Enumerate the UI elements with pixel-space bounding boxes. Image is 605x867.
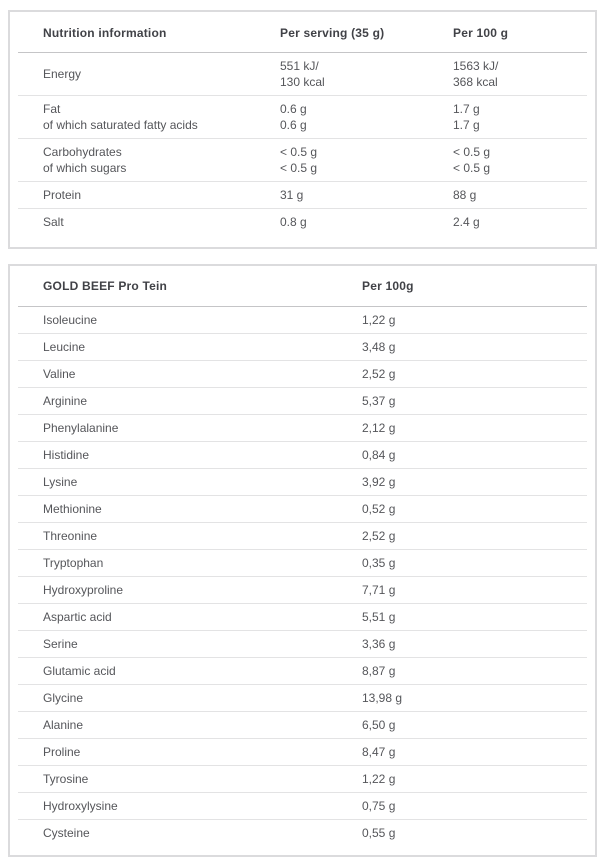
cell-line: 88 g [453,187,477,202]
cell-line: of which sugars [43,160,127,175]
cell-line: 0.6 g [280,117,307,132]
row-value [362,334,587,361]
cell-line: Carbohydrates [43,144,122,159]
table-row [18,523,587,550]
cell-line: Protein [43,187,82,202]
cell-line: 2,52 g [362,528,396,543]
cell-line: Glutamic acid [43,663,116,678]
row-value [362,523,587,550]
table-row [18,442,587,469]
cell-line: Phenylalanine [43,420,119,435]
table-row [18,631,587,658]
row-label [18,442,362,469]
table-row [18,96,587,139]
row-label [18,496,362,523]
table-row [18,712,587,739]
cell-line: 0,55 g [362,825,396,840]
column-header-per-100g: Per 100 g [453,26,509,40]
cell-line: 551 kJ/ [280,58,319,73]
cell-line: < 0.5 g [280,160,318,175]
table-row [18,415,587,442]
cell-line: Tryptophan [43,555,104,570]
cell-line: 5,51 g [362,609,396,624]
table-row [18,685,587,712]
row-value [362,658,587,685]
cell-line: Glycine [43,690,84,705]
table-row [18,307,587,334]
cell-line: < 0.5 g [453,144,491,159]
column-header-per-100g: Per 100g [362,279,414,293]
cell-line: 2.4 g [453,214,480,229]
cell-line: Salt [43,214,64,229]
column-header-per-serving: Per serving (35 g) [280,26,385,40]
row-value [280,139,453,182]
cell-line: Tyrosine [43,771,89,786]
nutrition-table-title: Nutrition information [43,26,167,40]
row-value [362,577,587,604]
row-value [362,388,587,415]
cell-line: 0,35 g [362,555,396,570]
amino-table-body [18,307,587,856]
row-value [362,415,587,442]
table-row [18,361,587,388]
cell-line: 3,36 g [362,636,396,651]
amino-table-header-row [18,266,587,307]
row-value [362,307,587,334]
cell-line: 8,87 g [362,663,396,678]
row-value [453,96,587,139]
nutrition-table-body [18,53,587,248]
cell-line: 1.7 g [453,101,480,116]
nutrition-information-table [18,12,587,247]
cell-line: 13,98 g [362,690,403,705]
amino-acid-table [18,266,587,855]
row-value [362,442,587,469]
cell-line: Serine [43,636,78,651]
row-value [362,550,587,577]
cell-line: < 0.5 g [280,144,318,159]
cell-line: 1,22 g [362,312,396,327]
table-row [18,550,587,577]
table-row [18,139,587,182]
cell-line: 0.8 g [280,214,307,229]
row-label [18,415,362,442]
cell-line: Alanine [43,717,84,732]
cell-line: 0,52 g [362,501,396,516]
row-value [362,361,587,388]
row-label [18,577,362,604]
cell-line: Aspartic acid [43,609,112,624]
table-row [18,469,587,496]
cell-line: 7,71 g [362,582,396,597]
cell-line: 0,75 g [362,798,396,813]
row-label [18,182,280,209]
cell-line: 2,52 g [362,366,396,381]
cell-line: 5,37 g [362,393,396,408]
row-label [18,334,362,361]
row-value [362,604,587,631]
row-label [18,712,362,739]
cell-line: 3,48 g [362,339,396,354]
row-value [362,739,587,766]
table-row [18,793,587,820]
cell-line: 0.6 g [280,101,307,116]
row-label [18,96,280,139]
cell-line: Cysteine [43,825,90,840]
row-label [18,361,362,388]
nutrition-table-header-row [18,12,587,53]
cell-line: Arginine [43,393,88,408]
cell-line: Threonine [43,528,98,543]
cell-line: 1,22 g [362,771,396,786]
row-label [18,793,362,820]
row-value [362,631,587,658]
cell-line: 3,92 g [362,474,396,489]
row-label [18,307,362,334]
row-value [362,820,587,856]
table-row [18,334,587,361]
table-row [18,209,587,248]
cell-line: 130 kcal [280,74,325,89]
row-label [18,658,362,685]
cell-line: Valine [43,366,76,381]
row-value [453,139,587,182]
cell-line: 0,84 g [362,447,396,462]
row-label [18,766,362,793]
cell-line: Hydroxylysine [43,798,118,813]
cell-line: 368 kcal [453,74,498,89]
cell-line: Leucine [43,339,86,354]
cell-line: Energy [43,66,82,81]
table-row [18,388,587,415]
row-label [18,523,362,550]
table-row [18,820,587,856]
cell-line: Lysine [43,474,78,489]
cell-line: Histidine [43,447,90,462]
table-row [18,182,587,209]
row-value [362,793,587,820]
row-label [18,388,362,415]
row-label [18,209,280,248]
cell-line: 6,50 g [362,717,396,732]
row-value [453,182,587,209]
row-label [18,550,362,577]
row-label [18,685,362,712]
nutrition-information-card [8,10,597,249]
row-value [453,53,587,96]
table-row [18,766,587,793]
row-value [362,685,587,712]
row-label [18,53,280,96]
table-row [18,577,587,604]
row-value [453,209,587,248]
row-label [18,139,280,182]
row-value [280,209,453,248]
cell-line: < 0.5 g [453,160,491,175]
row-value [280,53,453,96]
row-label [18,631,362,658]
cell-line: Methionine [43,501,102,516]
table-row [18,658,587,685]
cell-line: Proline [43,744,81,759]
cell-line: 2,12 g [362,420,396,435]
cell-line: 1563 kJ/ [453,58,499,73]
row-value [280,182,453,209]
row-value [362,469,587,496]
cell-line: Fat [43,101,61,116]
row-label [18,739,362,766]
row-label [18,604,362,631]
cell-line: 31 g [280,187,304,202]
row-label [18,820,362,856]
row-value [362,766,587,793]
cell-line: Hydroxyproline [43,582,124,597]
amino-table-title: GOLD BEEF Pro Tein [43,279,168,293]
row-value [362,712,587,739]
row-value [362,496,587,523]
row-value [280,96,453,139]
table-row [18,496,587,523]
cell-line: 1.7 g [453,117,480,132]
row-label [18,469,362,496]
cell-line: 8,47 g [362,744,396,759]
cell-line: Isoleucine [43,312,98,327]
table-row [18,53,587,96]
cell-line: of which saturated fatty acids [43,117,198,132]
table-row [18,739,587,766]
table-row [18,604,587,631]
amino-acid-profile-card [8,264,597,857]
